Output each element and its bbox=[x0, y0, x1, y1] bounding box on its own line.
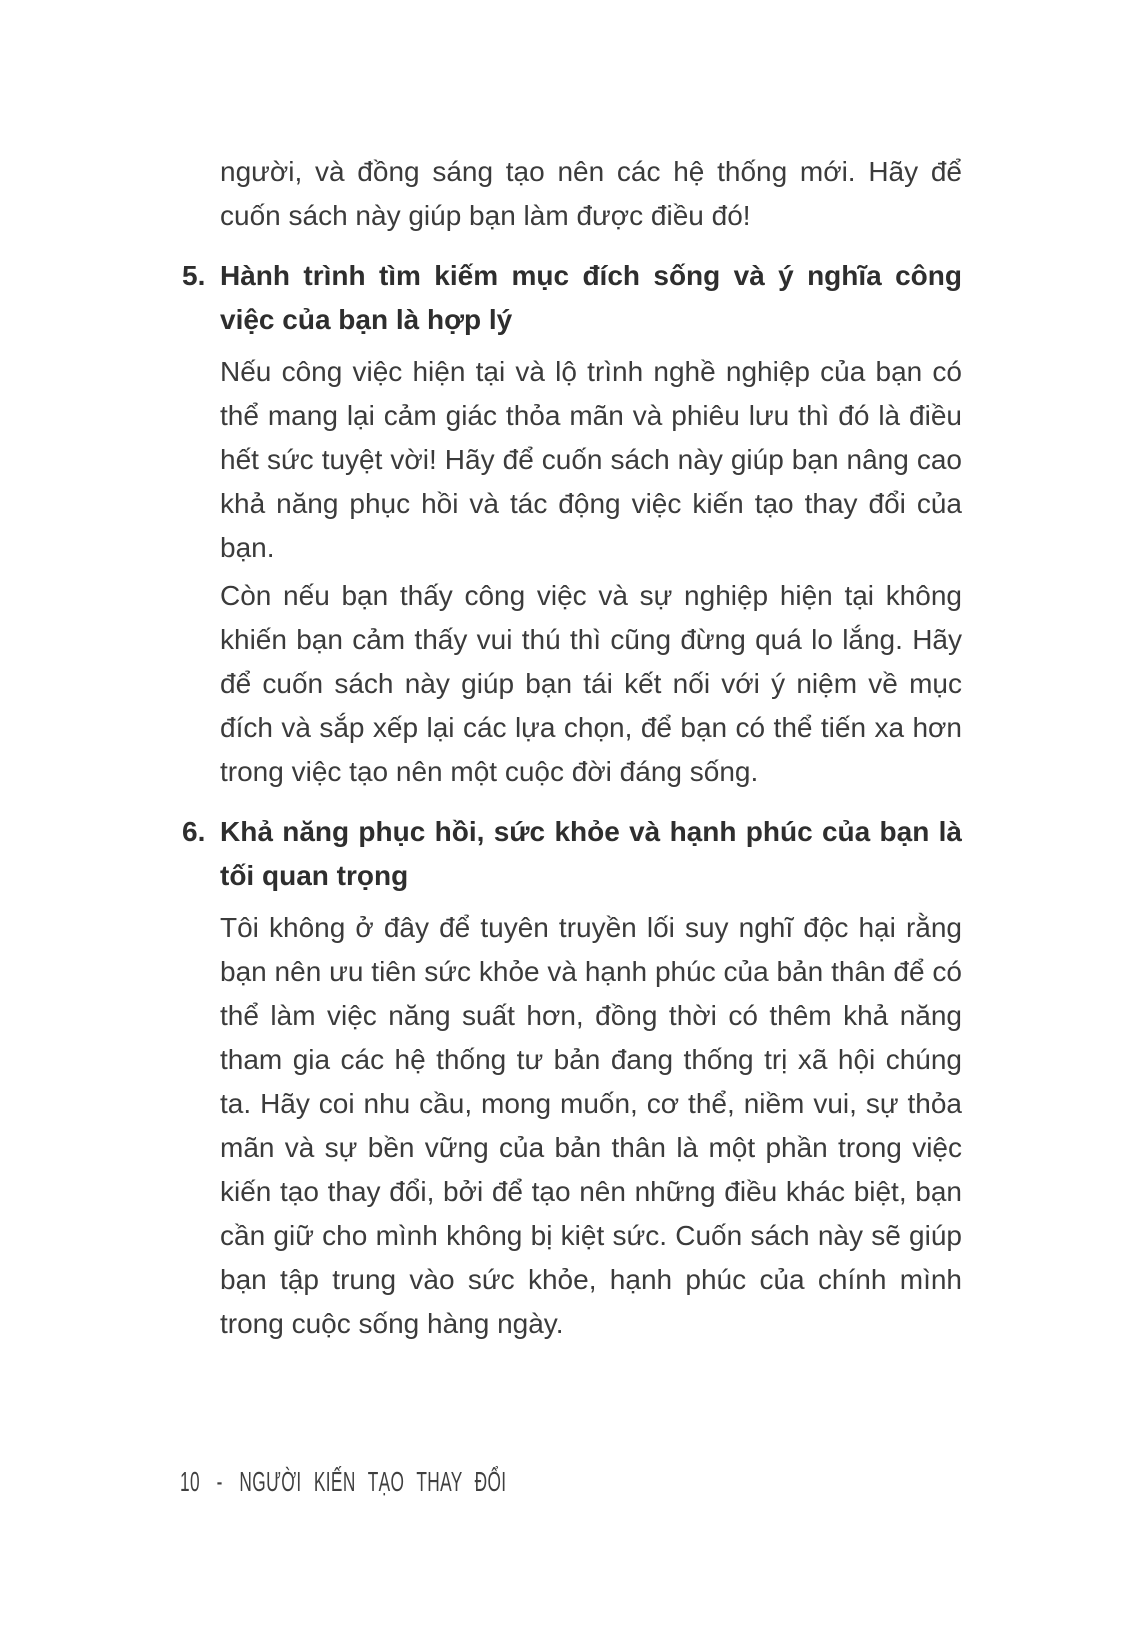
intro-paragraph: người, và đồng sáng tạo nên các hệ thống mới. Hãy để cuốn sách này giúp bạn làm được điều đó! bbox=[220, 156, 962, 231]
numbered-item-6 bbox=[182, 810, 962, 1346]
item-6-number: 6. bbox=[182, 816, 206, 847]
item-5-number: 5. bbox=[182, 260, 206, 291]
item-5-paragraph-2: Còn nếu bạn thấy công việc và sự nghiệp hiện tại không khiến bạn cảm thấy vui thú thì cũng đừng quá lo lắng. Hãy để cuốn sách này giúp bạn tái kết nối với ý niệm về mục đích và sắp xếp lại các lựa chọn, để bạn có thể tiến xa hơn trong việc tạo nên một cuộc đời đáng sống. bbox=[220, 580, 962, 787]
item-5-heading-text: Hành trình tìm kiếm mục đích sống và ý nghĩa công việc của bạn là hợp lý bbox=[220, 260, 962, 335]
item-6-paragraph-1: Tôi không ở đây để tuyên truyền lối suy nghĩ độc hại rằng bạn nên ưu tiên sức khỏe và hạnh phúc của bản thân để có thể làm việc năng suất hơn, đồng thời có thêm khả năng tham gia các hệ thống tư bản đang thống trị xã hội chúng ta. Hãy coi nhu cầu, mong muốn, cơ thể, niềm vui, sự thỏa mãn và sự bền vững của bản thân là một phần trong việc kiến tạo thay đổi, bởi để tạo nên những điều khác biệt, bạn cần giữ cho mình không bị kiệt sức. Cuốn sách này sẽ giúp bạn tập trung vào sức khỏe, hạnh phúc của chính mình trong cuộc sống hàng ngày. bbox=[220, 912, 962, 1339]
footer-book-title: NGƯỜI KIẾN TẠO THAY ĐỔI bbox=[239, 1467, 507, 1499]
item-6-heading bbox=[182, 810, 962, 898]
page-content bbox=[182, 150, 962, 1350]
page-footer bbox=[180, 1467, 506, 1499]
page-number: 10 bbox=[180, 1467, 200, 1499]
numbered-item-5 bbox=[182, 254, 962, 794]
item-5-heading bbox=[182, 254, 962, 342]
item-5-paragraph-1: Nếu công việc hiện tại và lộ trình nghề nghiệp của bạn có thể mang lại cảm giác thỏa mãn và phiêu lưu thì đó là điều hết sức tuyệt vời! Hãy để cuốn sách này giúp bạn nâng cao khả năng phục hồi và tác động việc kiến tạo thay đổi của bạn. bbox=[220, 356, 962, 563]
item-6-heading-text: Khả năng phục hồi, sức khỏe và hạnh phúc của bạn là tối quan trọng bbox=[220, 816, 962, 891]
footer-separator: - bbox=[216, 1467, 223, 1499]
